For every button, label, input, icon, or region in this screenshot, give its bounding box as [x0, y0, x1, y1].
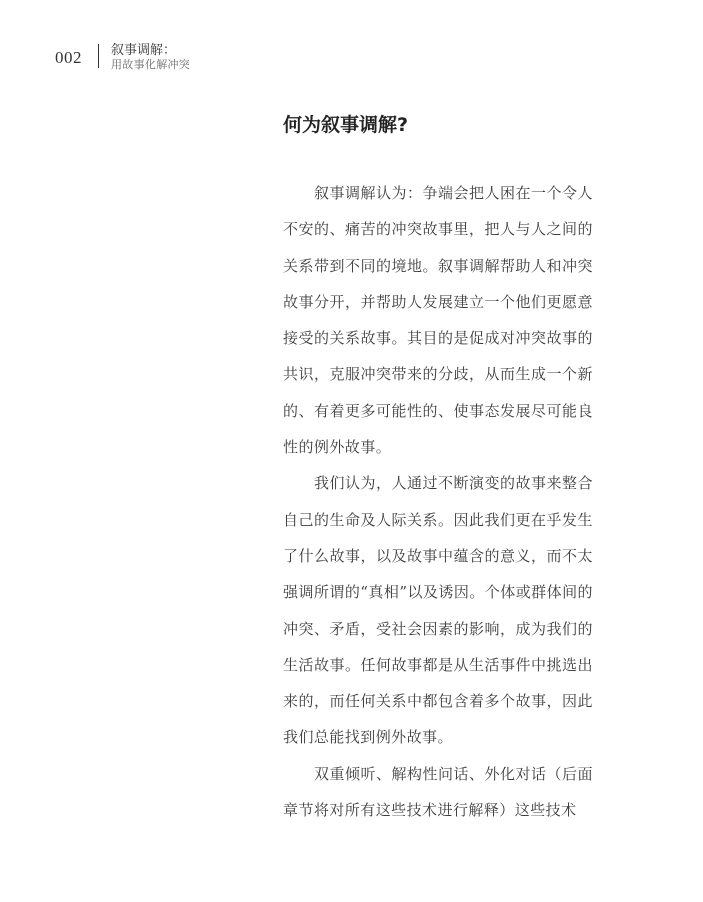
paragraph: 我们认为，人通过不断演变的故事来整合自己的生命及人际关系。因此我们更在乎发生了什么故事，以及故事中蕴含的意义，而不太强调所谓的“真相”以及诱因。个体或群体间的冲突、矛盾，受社会因素的影响，成为我们的生活故事。任何故事都是从生活事件中挑选出来的，而任何关系中都包含着多个故事，因此我们总能找到例外故事。 — [283, 474, 593, 747]
page-number: 002 — [55, 48, 82, 67]
body-text — [283, 175, 593, 828]
paragraph: 叙事调解认为：争端会把人困在一个令人不安的、痛苦的冲突故事里，把人与人之间的关系带到不同的境地。叙事调解帮助人和冲突故事分开，并帮助人发展建立一个他们更愿意接受的关系故事。其目的是促成对冲突故事的共识，克服冲突带来的分歧，从而生成一个新的、有着更多可能性的、使事态发展尽可能良性的例外故事。 — [283, 184, 593, 457]
running-header-subtitle: 用故事化解冲突 — [111, 58, 191, 71]
header-divider — [98, 44, 99, 68]
section-heading: 何为叙事调解? — [283, 114, 409, 136]
running-header-title: 叙事调解： — [111, 43, 177, 58]
paragraph: 双重倾听、解构性问话、外化对话（后面章节将对所有这些技术进行解释）这些技术 — [283, 764, 593, 820]
